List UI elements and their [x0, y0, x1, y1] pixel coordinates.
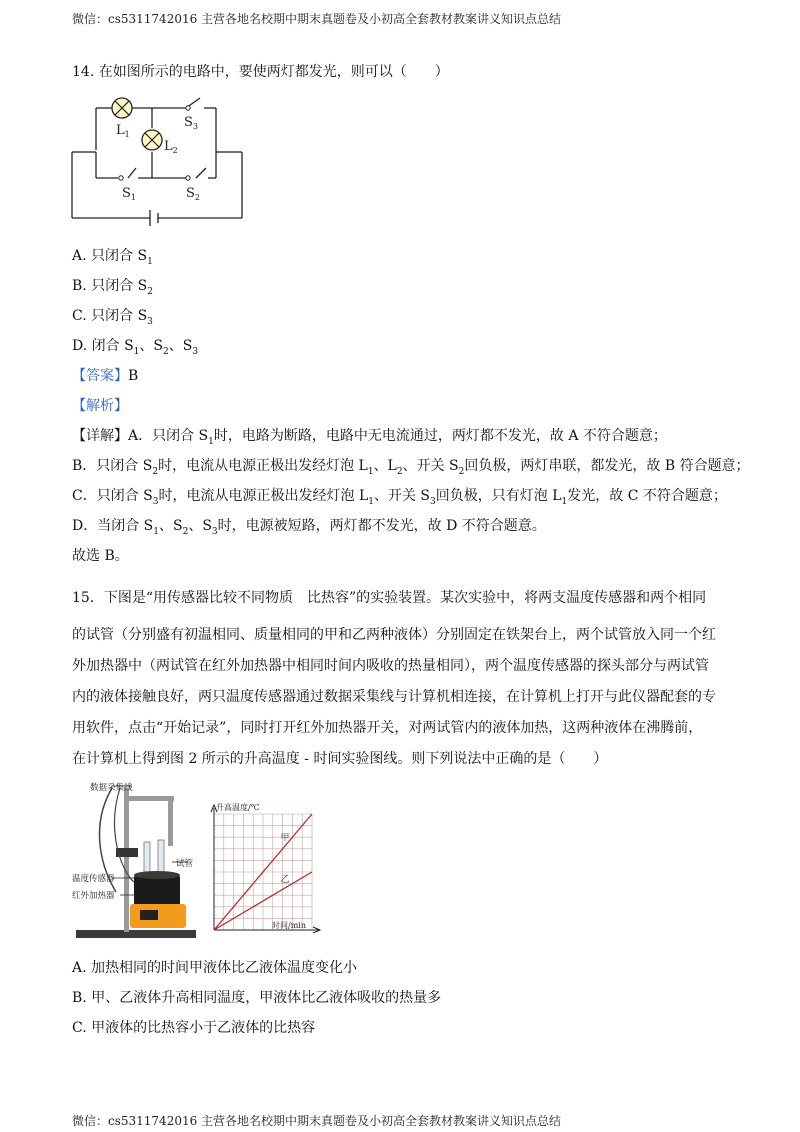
q14-detail-c: C．只闭合 $S_3$时，电流从电源正极出发经灯泡 $L_1$、开关 $S_3$回负极，只有灯泡 $L_1$发光，故 C 不符合题意；	[72, 488, 727, 507]
chart-y-axis-label: 升高温度/℃	[216, 803, 260, 812]
q14-circuit-diagram	[66, 94, 256, 234]
q14-option-d: D. 闭合 $S_1$、$S_2$、$S_3$	[72, 338, 199, 357]
q14-analysis-tag: 【解析】	[72, 398, 128, 414]
q15-stem-line-6: 在计算机上得到图 2 所示的升高温度 - 时间实验图线。则下列说法中正确的是（ ）	[72, 751, 608, 767]
q15-stem-line-1: 15．下图是“用传感器比较不同物质 比热容”的实验装置。某次实验中，将两支温度传感器和两个相同	[72, 590, 707, 606]
q14-option-c: C. 只闭合 $S_3$	[72, 308, 153, 327]
label-s2: $S_2$	[186, 186, 200, 202]
q15-stem-line-4: 内的液体接触良好，两只温度传感器通过数据采集线与计算机相连接，在计算机上打开与此仪器配套的专	[72, 689, 716, 705]
q14-option-a: A. 只闭合 $S_1$	[72, 248, 153, 267]
page-header: 微信：cs5311742016 主营各地名校期中期末真题卷及小初高全套教材教案讲义知识点总结	[72, 12, 562, 26]
q14-detail-d: D．当闭合 $S_1$、$S_2$、$S_3$时，电源被短路，两灯都不发光，故 D 不符合题意。	[72, 518, 546, 537]
q15-apparatus-illustration	[72, 782, 202, 942]
q14-stem: 14. 在如图所示的电路中，要使两灯都发光，则可以（ ）	[72, 64, 449, 80]
series-label-yi: 乙	[280, 875, 290, 886]
series-label-jia: 甲	[280, 833, 290, 844]
q15-option-c: C. 甲液体的比热容小于乙液体的比热容	[72, 1020, 316, 1036]
label-temperature-sensor: 温度传感器	[72, 874, 115, 884]
label-test-tube: 试管	[176, 859, 194, 869]
label-l1: $L_1$	[116, 123, 130, 139]
q15-stem-line-5: 用软件，点击“开始记录”，同时打开红外加热器开关，对两试管内的液体加热，这两种液体在沸腾前，	[72, 720, 703, 736]
q14-detail-b: B．只闭合 $S_2$时，电流从电源正极出发经灯泡 $L_1$、$L_2$、开关 $S_2$回负极，两灯串联，都发光，故 B 符合题意；	[72, 458, 750, 477]
q14-option-b: B. 只闭合 $S_2$	[72, 278, 153, 297]
label-data-cable: 数据采集线	[90, 783, 133, 793]
label-l2: $L_2$	[164, 139, 178, 155]
chart-x-axis-label: 时间/min	[272, 921, 306, 930]
q15-temperature-time-chart	[208, 800, 326, 940]
q14-detail-a: 【详解】A．只闭合 $S_1$时，电路为断路，电路中无电流通过，两灯都不发光，故 A 不符合题意；	[72, 428, 667, 447]
q15-option-a: A. 加热相同的时间甲液体比乙液体温度变化小	[72, 960, 358, 976]
page-footer: 微信：cs5311742016 主营各地名校期中期末真题卷及小初高全套教材教案讲义知识点总结	[72, 1114, 562, 1128]
q14-conclusion: 故选 B。	[72, 548, 129, 564]
label-s3: $S_3$	[184, 115, 198, 131]
q14-answer: 【答案】B	[72, 368, 139, 384]
label-s1: $S_1$	[122, 186, 136, 202]
q15-stem-line-3: 外加热器中（两试管在红外加热器中相同时间内吸收的热量相同），两个温度传感器的探头部分与两试管	[72, 658, 709, 674]
q15-option-b: B. 甲、乙液体升高相同温度，甲液体比乙液体吸收的热量多	[72, 990, 442, 1006]
label-infrared-heater: 红外加热器	[72, 891, 115, 901]
q15-stem-line-2: 的试管（分别盛有初温相同、质量相同的甲和乙两种液体）分别固定在铁架台上，两个试管放入同一个红	[72, 627, 716, 643]
